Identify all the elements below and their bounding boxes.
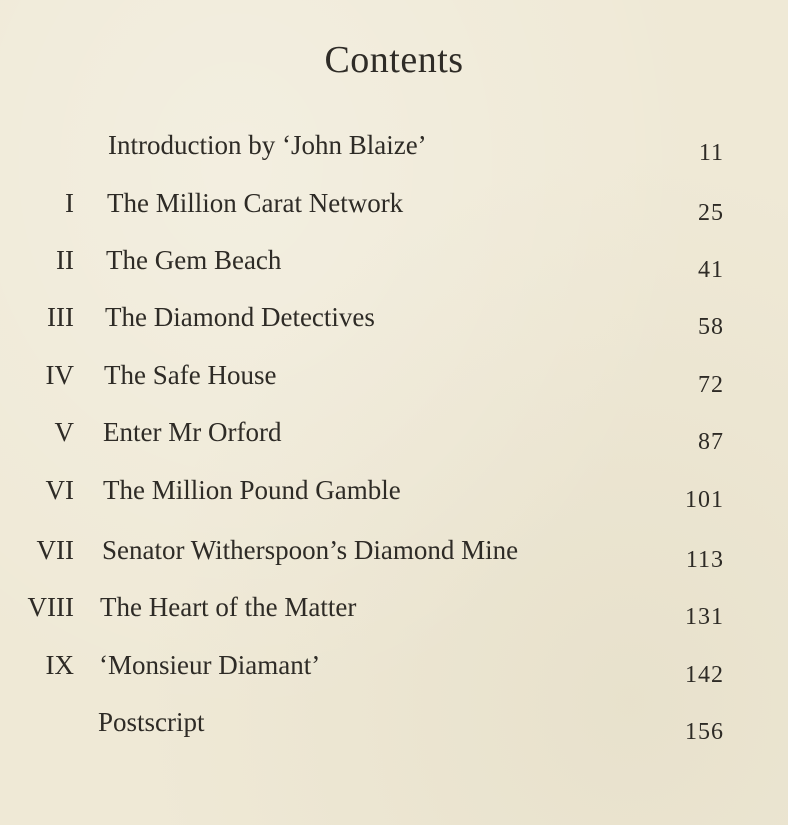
toc-entry — [0, 707, 788, 747]
chapter-numeral: II — [56, 245, 74, 275]
page-number: 156 — [685, 719, 724, 745]
chapter-numeral: VII — [36, 535, 74, 565]
page-number: 113 — [685, 547, 724, 573]
chapter-title: The Gem Beach — [106, 245, 282, 275]
page-number: 72 — [698, 372, 724, 398]
toc-entry — [0, 650, 788, 690]
chapter-title: The Heart of the Matter — [100, 592, 357, 622]
page-number: 101 — [685, 487, 724, 513]
page-number: 25 — [698, 200, 724, 226]
chapter-numeral: V — [54, 417, 74, 447]
page-number: 131 — [685, 604, 724, 630]
chapter-title: Senator Witherspoon’s Diamond Mine — [102, 535, 519, 565]
toc-entry — [0, 302, 788, 342]
page-number: 87 — [698, 429, 724, 455]
toc-entry — [0, 360, 788, 400]
page-number: 41 — [698, 257, 724, 283]
page-number: 142 — [685, 662, 724, 688]
toc-entry — [0, 245, 788, 285]
chapter-numeral: IV — [45, 360, 74, 390]
toc-entry — [0, 130, 788, 170]
chapter-numeral: VI — [45, 475, 74, 505]
page-title: Contents — [324, 39, 464, 81]
chapter-numeral: VIII — [27, 592, 74, 622]
chapter-title: The Million Carat Network — [107, 188, 404, 218]
chapter-numeral: III — [47, 302, 74, 332]
chapter-title: Introduction by ‘John Blaize’ — [108, 130, 427, 160]
toc-entry — [0, 417, 788, 457]
chapter-title: The Million Pound Gamble — [103, 475, 401, 505]
toc-entry — [0, 188, 788, 228]
page-number: 58 — [698, 314, 724, 340]
chapter-title: The Diamond Detectives — [105, 302, 375, 332]
chapter-numeral: IX — [45, 650, 74, 680]
toc-entry — [0, 592, 788, 632]
page-number: 11 — [698, 140, 724, 166]
chapter-title: Enter Mr Orford — [103, 417, 282, 447]
chapter-title: The Safe House — [104, 360, 277, 390]
chapter-title: ‘Monsieur Diamant’ — [99, 650, 321, 680]
toc-entry — [0, 535, 788, 575]
toc-entry — [0, 475, 788, 515]
chapter-numeral: I — [65, 188, 74, 218]
chapter-title: Postscript — [98, 707, 205, 737]
